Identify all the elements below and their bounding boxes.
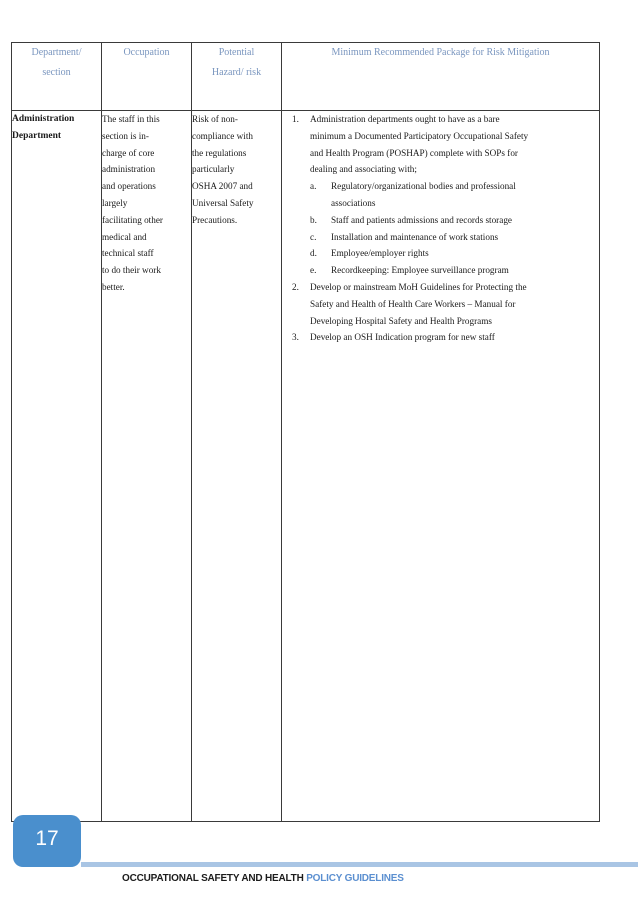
mitigation-subitem (282, 178, 599, 212)
mitigation-subitem-letter: c. (310, 231, 317, 242)
department-name (12, 111, 101, 145)
hazard-line: Risk of non- (192, 114, 238, 124)
department-line: Administration (12, 114, 75, 124)
occupation-line: to do their work (102, 265, 161, 276)
mitigation-item-line: and Health Program (POSHAP) complete with SOPs for (310, 147, 518, 158)
hazard-line: OSHA 2007 and (192, 181, 253, 192)
occupation-line: and operations (102, 181, 156, 192)
footer-title-main: OCCUPATIONAL SAFETY AND HEALTH (122, 873, 304, 884)
mitigation-subitem-line: Staff and patients admissions and records storage (331, 214, 512, 225)
occupation-text (102, 111, 191, 296)
mitigation-item (282, 279, 599, 329)
occupation-cell (102, 111, 192, 822)
occupation-line: medical and (102, 231, 147, 242)
hazard-text (192, 111, 281, 229)
mitigation-item-line: Administration departments ought to have as a bare (310, 114, 500, 124)
mitigation-item-line: minimum a Documented Participatory Occupational Safety (310, 130, 529, 141)
footer-divider (81, 862, 638, 867)
mitigation-cell (282, 111, 600, 822)
mitigation-subitem-letter: e. (310, 265, 317, 276)
table-row (12, 111, 600, 822)
occupation-line: The staff in this (102, 114, 160, 124)
mitigation-subitem (282, 245, 599, 262)
mitigation-subitem (282, 262, 599, 279)
mitigation-subitem (282, 212, 599, 229)
mitigation-subitem-line: Regulatory/organizational bodies and professional (331, 181, 516, 192)
mitigation-item-number: 1. (292, 114, 299, 124)
occupation-line: facilitating other (102, 214, 163, 225)
header-mitigation-package (282, 43, 600, 111)
mitigation-item-line: Developing Hospital Safety and Health Programs (310, 315, 492, 326)
header-line: section (42, 67, 71, 78)
mitigation-item-line: dealing and associating with; (310, 164, 417, 175)
mitigation-subitem (282, 229, 599, 246)
mitigation-item-number: 3. (292, 332, 299, 343)
occupation-line: charge of core (102, 147, 155, 158)
mitigation-item-number: 2. (292, 281, 299, 292)
mitigation-item-line: Develop or mainstream MoH Guidelines for Protecting the (310, 281, 527, 292)
hazard-line: the regulations (192, 147, 247, 158)
mitigation-item (282, 329, 599, 346)
department-cell (12, 111, 102, 822)
header-line: Minimum Recommended Package for Risk Mitigation (331, 47, 550, 58)
mitigation-subitem-line: Installation and maintenance of work stations (331, 231, 499, 242)
occupation-line: better. (102, 281, 125, 292)
header-occupation (102, 43, 192, 111)
hazard-line: compliance with (192, 130, 253, 141)
header-line: Department/ (31, 47, 82, 58)
risk-mitigation-table (11, 42, 600, 822)
mitigation-subitem-line: Employee/employer rights (331, 248, 429, 259)
header-line: Occupation (123, 47, 170, 58)
header-department (12, 43, 102, 111)
hazard-cell (192, 111, 282, 822)
header-line: Potential (218, 47, 255, 58)
mitigation-item-line: Develop an OSH Indication program for new staff (310, 332, 495, 343)
mitigation-subitem-letter: b. (310, 214, 317, 225)
mitigation-subitem-letter: d. (310, 248, 317, 259)
mitigation-list (282, 111, 599, 346)
mitigation-item-line: Safety and Health of Health Care Workers – Manual for (310, 298, 516, 309)
table-header-row (12, 43, 600, 111)
mitigation-subitem-line: Recordkeeping: Employee surveillance program (331, 265, 509, 276)
footer-title-accent: POLICY GUIDELINES (306, 873, 404, 884)
mitigation-subitem-line: associations (331, 197, 376, 208)
hazard-line: Universal Safety (192, 197, 254, 208)
mitigation-item (282, 111, 599, 178)
department-line: Department (12, 131, 62, 141)
occupation-line: technical staff (102, 248, 154, 259)
header-hazard (192, 43, 282, 111)
hazard-line: particularly (192, 164, 235, 175)
page-number-badge: 17 (13, 815, 81, 867)
hazard-line: Precautions. (192, 214, 238, 225)
footer-title (122, 873, 404, 884)
occupation-line: largely (102, 197, 128, 208)
occupation-line: section is in- (102, 130, 149, 141)
mitigation-subitem-letter: a. (310, 181, 317, 192)
header-line: Hazard/ risk (211, 67, 262, 78)
occupation-line: administration (102, 164, 156, 175)
